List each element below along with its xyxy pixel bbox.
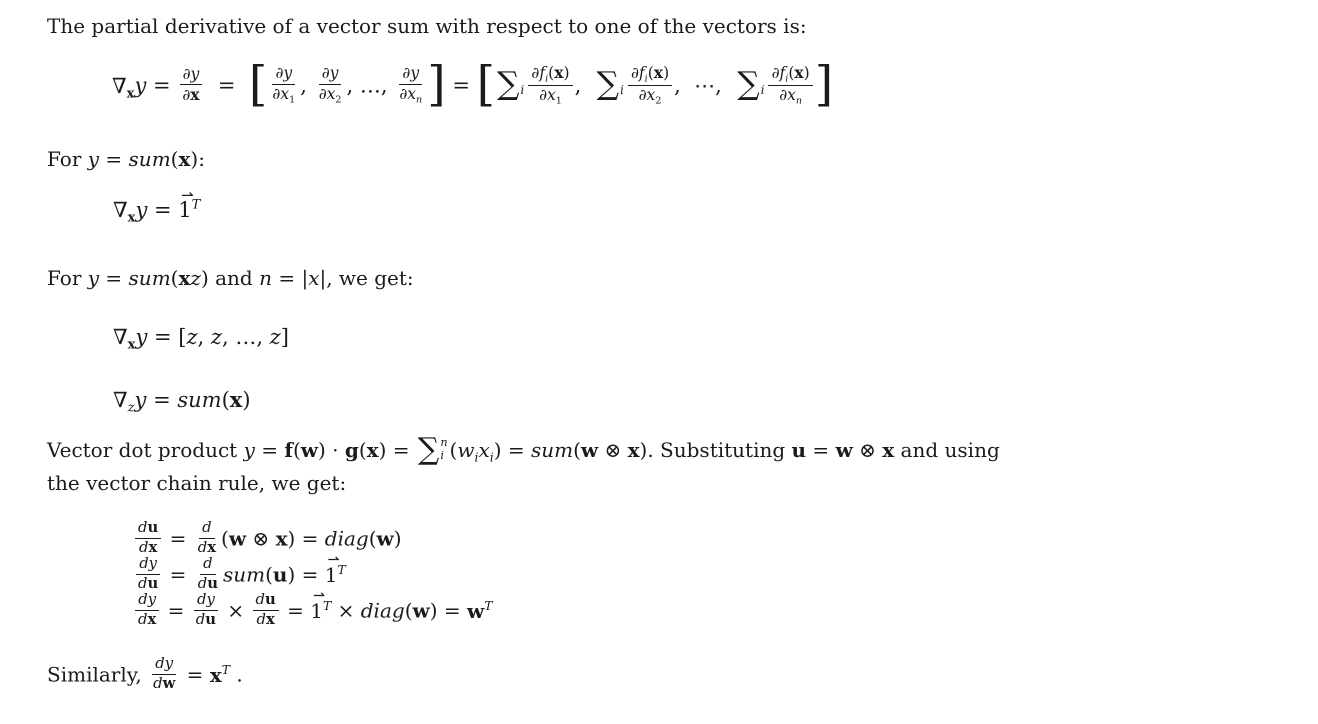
math-bold-var: u xyxy=(265,591,276,608)
summation-limits xyxy=(620,73,624,98)
math-var: d xyxy=(203,555,213,572)
math-text: 1 xyxy=(555,95,562,107)
math-script-group xyxy=(310,587,332,623)
fraction-denominator xyxy=(316,85,345,105)
math-var: d xyxy=(256,610,266,628)
fraction-denominator xyxy=(135,575,161,593)
fraction-denominator xyxy=(396,85,425,105)
fraction-numerator xyxy=(194,592,218,611)
math-text: ) = xyxy=(287,526,325,551)
math-var: diag xyxy=(324,526,369,551)
math-script-group xyxy=(531,64,549,85)
math-text: = xyxy=(99,147,129,171)
math-text: × xyxy=(221,598,251,623)
math-text: × xyxy=(331,598,361,623)
sigma-icon: ∑ xyxy=(497,66,520,103)
math-text: ( xyxy=(449,438,458,462)
math-var: d xyxy=(195,610,206,628)
math-text: ( xyxy=(548,64,555,82)
math-text: ( xyxy=(368,526,377,551)
math-var: sum xyxy=(177,388,222,412)
math-var: d xyxy=(138,538,149,556)
math-bold-var: x xyxy=(126,86,135,102)
math-subscript xyxy=(289,94,295,105)
math-text: = xyxy=(280,598,311,623)
math-bold-var: x xyxy=(147,610,157,628)
fraction-denominator xyxy=(135,611,159,629)
math-fraction xyxy=(135,520,161,556)
math-var: i xyxy=(440,448,444,462)
math-var: n xyxy=(795,95,803,107)
math-var: d xyxy=(138,519,148,536)
math-var: dy xyxy=(155,655,174,672)
math-fraction xyxy=(528,64,572,106)
math-text: For xyxy=(47,147,88,171)
summation-lower-limit xyxy=(440,450,444,463)
math-bold-var: w xyxy=(580,438,599,462)
math-text: = xyxy=(146,73,178,98)
fraction-denominator xyxy=(179,85,202,104)
math-bold-var: x xyxy=(554,63,564,82)
fraction-numerator xyxy=(272,65,295,84)
math-text: ∇ xyxy=(113,388,128,412)
math-text: = xyxy=(254,438,285,462)
math-bold-var: x xyxy=(209,662,222,687)
math-subscript xyxy=(655,95,661,106)
math-text: The partial derivative of a vector sum with respect to one of the vectors is: xyxy=(47,14,807,38)
math-var: i xyxy=(474,449,479,465)
math-bold-var: x xyxy=(190,85,200,104)
math-var: d xyxy=(197,574,208,592)
math-bold-var: x xyxy=(653,63,664,82)
math-text: ⊗ xyxy=(246,526,276,551)
math-fraction xyxy=(628,64,672,106)
math-var: i xyxy=(620,82,624,97)
fraction-numerator xyxy=(199,520,214,539)
gradient-equals-z-vector-equation xyxy=(113,325,289,352)
vector-dot-product-paragraph xyxy=(47,431,1302,500)
math-var: n xyxy=(416,94,423,106)
math-var: w xyxy=(457,438,475,462)
summation-limits xyxy=(440,437,447,463)
fraction-numerator xyxy=(180,66,203,85)
math-bold-var: w xyxy=(835,438,853,462)
math-var: sum xyxy=(222,562,266,587)
fraction-denominator xyxy=(193,611,219,629)
math-fraction xyxy=(179,66,202,105)
math-script-group xyxy=(113,325,136,353)
summation-group xyxy=(497,66,525,103)
math-var: d xyxy=(138,610,148,628)
math-subscript xyxy=(556,95,562,106)
math-text: = xyxy=(147,198,179,222)
math-var: T xyxy=(191,197,201,213)
chain-rule-du-dx-line xyxy=(133,519,402,558)
summation-limits xyxy=(521,73,525,98)
math-bold-var: x xyxy=(178,147,191,171)
math-bold-var: u xyxy=(147,574,159,592)
math-text: ) = xyxy=(429,598,467,623)
math-script-group xyxy=(272,84,296,106)
math-var: dy xyxy=(139,555,158,572)
summation-limits xyxy=(761,73,765,98)
math-fraction xyxy=(135,556,161,592)
math-script-group xyxy=(638,86,662,107)
fraction-denominator xyxy=(254,611,278,629)
math-text: 1 xyxy=(324,562,338,587)
math-text: = xyxy=(180,662,210,687)
math-text: ) xyxy=(663,64,670,82)
fraction-denominator xyxy=(136,539,160,557)
math-var: ∂y xyxy=(321,64,339,83)
gradient-z-equals-sum-x-equation xyxy=(113,387,251,415)
math-var: ∂x xyxy=(272,84,290,103)
math-var: ∂y xyxy=(182,64,200,83)
math-var: ∂ xyxy=(182,86,191,104)
math-text: ( xyxy=(404,598,413,623)
math-fraction xyxy=(253,592,279,628)
math-text: ( xyxy=(358,438,367,462)
fraction-numerator xyxy=(152,656,176,675)
math-bold-var: g xyxy=(344,438,359,462)
math-text: ( xyxy=(221,388,230,412)
math-text: , ⋯, xyxy=(674,73,736,98)
fraction-denominator xyxy=(195,539,219,557)
math-text: ( xyxy=(265,562,273,587)
math-bold-var: x xyxy=(366,438,379,462)
for-y-equals-sum-xz-paragraph xyxy=(47,262,414,295)
math-subscript xyxy=(335,94,341,105)
math-var: ∂x xyxy=(538,86,556,104)
math-bold-var: w xyxy=(228,526,247,551)
math-var: y xyxy=(134,388,147,412)
fraction-numerator xyxy=(628,64,672,86)
math-var: d xyxy=(255,591,266,608)
vector-arrow-icon: ⇀ xyxy=(180,185,194,204)
math-text: ( xyxy=(170,147,179,171)
math-text: = xyxy=(204,73,249,98)
similarly-dy-dw-paragraph xyxy=(47,655,243,694)
math-text: ) xyxy=(393,526,402,551)
fraction-denominator xyxy=(269,85,298,105)
math-text: ∇ xyxy=(113,325,128,349)
math-var: y xyxy=(135,325,148,349)
math-bold-var: x xyxy=(794,63,804,82)
math-bold-var: w xyxy=(376,526,394,551)
math-text: ( xyxy=(221,526,229,551)
vector-arrow-group xyxy=(178,185,194,222)
math-text: ) = xyxy=(493,438,531,462)
math-var: z xyxy=(190,266,201,290)
math-var: z xyxy=(186,325,198,349)
math-var: d xyxy=(202,519,212,536)
math-bold-var: x xyxy=(275,526,288,551)
math-text: = xyxy=(163,562,193,587)
math-var: diag xyxy=(360,598,405,623)
math-bold-var: u xyxy=(272,562,288,587)
math-var: x xyxy=(478,438,490,462)
math-bold-var: x xyxy=(148,538,158,556)
math-fraction xyxy=(150,656,178,692)
math-fraction xyxy=(193,592,219,628)
math-var: sum xyxy=(530,438,574,462)
math-text: = xyxy=(146,388,178,412)
math-text: ⊗ xyxy=(852,438,883,462)
math-text: ( xyxy=(647,64,654,82)
math-var: y xyxy=(243,438,255,462)
fraction-numerator xyxy=(319,65,342,84)
math-bold-var: x xyxy=(229,387,243,412)
for-y-equals-sum-x-paragraph xyxy=(47,143,205,176)
math-subscript xyxy=(128,401,135,416)
math-var: ∂f xyxy=(771,64,786,82)
math-var: n xyxy=(440,435,448,449)
math-text: , xyxy=(300,73,314,98)
math-superscript xyxy=(222,662,230,677)
math-var: T xyxy=(323,597,332,613)
math-bold-var: w xyxy=(300,438,318,462)
math-text: , xyxy=(197,325,211,349)
summation-lower-limit xyxy=(620,84,624,98)
math-script-group xyxy=(210,663,230,687)
math-bold-var: x xyxy=(127,337,136,353)
math-text: , xyxy=(574,73,595,98)
math-script-group xyxy=(779,86,803,107)
math-text: = xyxy=(806,438,836,462)
math-text: ] xyxy=(280,325,289,349)
math-var: d xyxy=(153,674,163,692)
math-text: For xyxy=(47,266,88,290)
summation-lower-limit xyxy=(761,84,765,98)
math-text: ) and xyxy=(200,266,260,290)
math-text: 1 xyxy=(178,198,192,222)
math-text: 1 xyxy=(289,94,296,106)
math-var: d xyxy=(197,538,208,556)
fraction-numerator xyxy=(136,556,160,575)
vector-arrow-icon: ⇀ xyxy=(327,551,340,568)
math-fraction xyxy=(195,556,221,592)
math-text: 2 xyxy=(335,94,342,106)
math-subscript xyxy=(416,94,422,105)
math-bold-var: x xyxy=(265,610,275,628)
math-script-group xyxy=(630,64,648,85)
math-text: , …, xyxy=(221,325,270,349)
math-script-group xyxy=(324,551,346,587)
summation-group xyxy=(417,431,448,467)
math-script-group xyxy=(318,84,342,106)
math-script-group xyxy=(178,185,201,222)
math-subscript xyxy=(796,95,802,106)
math-script-group xyxy=(113,198,136,226)
math-text: ) = xyxy=(287,562,325,587)
math-text: = | xyxy=(271,266,309,290)
math-var: ∂f xyxy=(630,64,645,82)
math-var: ∂f xyxy=(531,64,546,82)
math-var: ∂x xyxy=(638,86,656,104)
math-bold-var: w xyxy=(162,674,176,692)
math-var: i xyxy=(760,82,765,97)
math-text: ) xyxy=(563,64,570,82)
summation-group xyxy=(596,66,624,103)
math-text: ) · xyxy=(318,438,345,462)
math-script-group xyxy=(771,64,789,85)
math-bold-var: u xyxy=(205,610,217,628)
fraction-denominator xyxy=(536,86,565,106)
math-text: ⊗ xyxy=(598,438,628,462)
gradient-of-vector-sum-equation: $\nabla_xy$ = $\frac{\partial y}{\partial x}$ = [ $\frac{\partial y}{\partial x_1}$ , $\frac{\partial y}{\partial x_2}$ , …, $\frac{\partial y}{\partial x_n}$ ] = [ ∑ i $\frac{\partial f_i(x)}{\partial x_1}$ , ∑ i $\frac{\partial f_i(x)}{\partial x_2}$ , ⋯, ∑ i $\frac{\partial f_i(x)}{\partial x_n}$ ] xyxy=(112,57,834,112)
math-text: . xyxy=(230,662,243,687)
math-var: d xyxy=(138,574,148,592)
math-var: ∂y xyxy=(275,64,293,83)
fraction-numerator xyxy=(528,64,572,86)
math-var: sum xyxy=(128,266,171,290)
math-var: n xyxy=(259,266,272,290)
math-var: ∂x xyxy=(779,86,796,104)
fraction-denominator xyxy=(195,575,221,593)
math-var: T xyxy=(221,661,231,677)
math-text: and using xyxy=(894,438,1000,462)
math-text: = xyxy=(161,598,191,623)
math-var: y xyxy=(87,266,100,290)
math-var: dy xyxy=(138,591,157,608)
math-var: i xyxy=(644,73,648,85)
summation-group xyxy=(737,66,765,103)
math-var: y xyxy=(134,73,147,98)
fraction-denominator xyxy=(150,675,178,693)
math-script-group xyxy=(467,599,492,623)
math-text: ∇ xyxy=(113,198,128,222)
math-var: i xyxy=(489,449,494,465)
math-fraction xyxy=(396,65,425,104)
math-bold-var: w xyxy=(467,598,485,623)
math-text: 2 xyxy=(655,95,662,107)
math-superscript xyxy=(484,598,492,613)
math-bold-var: x xyxy=(207,538,217,556)
fraction-numerator xyxy=(399,65,422,84)
math-var: i xyxy=(520,82,525,97)
sigma-icon: ∑ xyxy=(737,66,760,103)
vector-arrow-group xyxy=(310,587,325,623)
math-text: = [ xyxy=(147,325,187,349)
intro-paragraph xyxy=(47,10,807,43)
math-fraction xyxy=(768,64,812,106)
math-text: |, we get: xyxy=(319,266,414,290)
summation-lower-limit xyxy=(521,84,525,98)
sigma-icon: ∑ xyxy=(417,431,440,467)
math-var: dy xyxy=(197,591,215,608)
math-var: T xyxy=(337,561,346,577)
math-fraction xyxy=(316,65,345,104)
fraction-denominator xyxy=(776,86,805,106)
math-text: 1 xyxy=(310,598,323,623)
math-text: ∇ xyxy=(112,73,127,98)
math-bold-var: x xyxy=(127,210,136,226)
fraction-numerator xyxy=(768,64,812,86)
math-bold-var: x xyxy=(882,438,895,462)
math-var: y xyxy=(87,147,100,171)
math-var: ∂x xyxy=(318,84,336,103)
math-var: ∂x xyxy=(399,84,416,103)
math-bold-var: f xyxy=(284,438,293,462)
math-var: ∂y xyxy=(402,64,420,83)
math-text: the vector chain rule, we get: xyxy=(47,471,347,495)
math-bold-var: x xyxy=(178,266,191,290)
math-bold-var: w xyxy=(412,598,430,623)
chain-rule-dy-dx-line xyxy=(133,587,493,630)
fraction-numerator xyxy=(135,592,159,611)
math-text: = xyxy=(99,266,129,290)
fraction-denominator xyxy=(636,86,665,106)
math-bold-var: x xyxy=(627,438,640,462)
math-var: T xyxy=(484,597,493,613)
math-script-group xyxy=(112,73,135,102)
math-fraction xyxy=(195,520,219,556)
fraction-numerator xyxy=(135,520,161,539)
math-var: i xyxy=(785,73,789,85)
math-script-group xyxy=(113,388,135,416)
math-text: ( xyxy=(170,266,179,290)
math-var: y xyxy=(135,198,148,222)
math-text: , …, xyxy=(346,73,395,98)
math-script-group xyxy=(478,438,494,465)
math-var: z xyxy=(269,325,281,349)
math-var: z xyxy=(210,325,222,349)
math-script-group xyxy=(457,438,479,465)
math-text: = xyxy=(445,73,477,98)
math-fraction xyxy=(135,592,159,628)
math-text: Similarly, xyxy=(47,662,149,687)
math-script-group xyxy=(538,86,562,107)
math-text: = xyxy=(163,526,193,551)
math-script-group xyxy=(399,84,423,106)
math-var: x xyxy=(308,266,320,290)
sigma-icon: ∑ xyxy=(596,66,620,103)
math-text: ) xyxy=(803,64,810,82)
math-fraction xyxy=(269,65,298,104)
math-var: z xyxy=(127,400,135,416)
math-text: ( xyxy=(292,438,301,462)
gradient-equals-ones-transpose-equation xyxy=(113,185,201,226)
math-bold-var: u xyxy=(207,574,218,592)
math-text: ( xyxy=(788,64,795,82)
math-text: ): xyxy=(190,147,205,171)
vector-arrow-icon: ⇀ xyxy=(312,587,325,604)
math-var: i xyxy=(545,73,549,85)
math-var: sum xyxy=(128,147,171,171)
math-text: ) = xyxy=(378,438,416,462)
math-text: Vector dot product xyxy=(47,438,244,462)
fraction-numerator xyxy=(200,556,215,575)
math-bold-var: u xyxy=(147,519,159,536)
math-bold-var: u xyxy=(791,438,807,462)
math-text: ) xyxy=(242,388,251,412)
vector-arrow-group xyxy=(324,551,340,587)
fraction-numerator xyxy=(253,592,279,611)
math-text: ( xyxy=(573,438,581,462)
math-text: ). Substituting xyxy=(639,438,792,462)
